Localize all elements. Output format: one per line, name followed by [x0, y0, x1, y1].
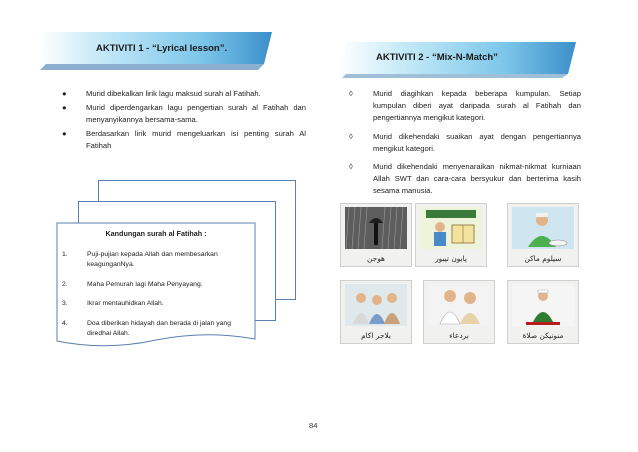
list-item: ◊ Murid diagihkan kepada beberapa kumpulan. Setiap kumpulan diberi ayat daripada surah al Fatihah dan pengertiannya mengikut kategori. [349, 89, 581, 123]
list-item: ● Berdasarkan lirik murid mengeluarkan isi penting surah Al Fatihah [62, 128, 306, 151]
surah-content-box [62, 229, 250, 349]
list-item: ● Murid diperdengarkan lagu pengertian surah al Fatihah dan menyanyikannya bersama-sama. [62, 102, 306, 125]
image-card [340, 280, 412, 344]
bullet-dot-icon: ● [62, 102, 67, 112]
diamond-bullet-icon: ◊ [349, 89, 353, 98]
farmer-book-picture-icon [420, 207, 482, 249]
box-heading: Kandungan surah al Fatihah : [105, 229, 207, 238]
activity-1-title: AKTIVITI 1 - “Lyrical lesson”. [96, 43, 228, 54]
page-number: 84 [309, 421, 318, 430]
activity-2-title: AKTIVITI 2 - “Mix-N-Match” [376, 52, 498, 63]
image-caption: يابون تيبور [435, 254, 467, 263]
image-caption: بردعاء [449, 331, 469, 340]
image-card [340, 203, 412, 267]
list-item: 3. Ikrar mentauhidkan Allah. [62, 300, 164, 307]
bullet-dot-icon: ● [62, 128, 67, 138]
diamond-bullet-icon: ◊ [349, 162, 353, 172]
diamond-bullet-icon: ◊ [349, 131, 353, 141]
image-card [507, 203, 579, 267]
image-card [423, 280, 495, 344]
man-eating-picture-icon [512, 207, 574, 249]
activity-2-steps [349, 88, 581, 199]
image-card [507, 280, 579, 344]
image-caption: هوجن [367, 254, 385, 263]
image-caption: سيلوم ماكن [524, 254, 562, 263]
man-praying-picture-icon [512, 284, 574, 326]
list-item: ● Murid dibekalkan lirik lagu maksud surah al Fatihah. [62, 88, 306, 101]
bullet-dot-icon: ● [62, 89, 67, 98]
activity-1-banner [38, 30, 276, 70]
activity-2-banner [340, 38, 580, 78]
image-caption: بلاجر اكام [361, 331, 391, 340]
list-item: 1. Puji-pujian kepada Allah dan membesarkan keagunganNya. [62, 250, 218, 268]
list-item: 2. Maha Pemurah lagi Maha Penyayang. [62, 280, 203, 288]
activity-1-steps [62, 88, 306, 154]
list-item: ◊ Murid dikehendaki menyenaraikan nikmat-nikmat kurniaan Allah SWT dan cara-cara bersyukur dan berterima kasih sesama manusia. [349, 162, 581, 196]
list-item: 4. Doa diberikan hidayah dan berada di jalan yang diredhai Allah. [62, 319, 231, 337]
list-item: ◊ Murid dikehendaki suaikan ayat dengan pengertiannya mengikut kategori. [349, 131, 581, 153]
image-caption: منونيكن صلاة [522, 331, 564, 340]
classroom-group-picture-icon [345, 284, 407, 326]
praying-hands-picture-icon [428, 284, 490, 326]
rain-umbrella-picture-icon [345, 207, 407, 249]
image-card [415, 203, 487, 267]
